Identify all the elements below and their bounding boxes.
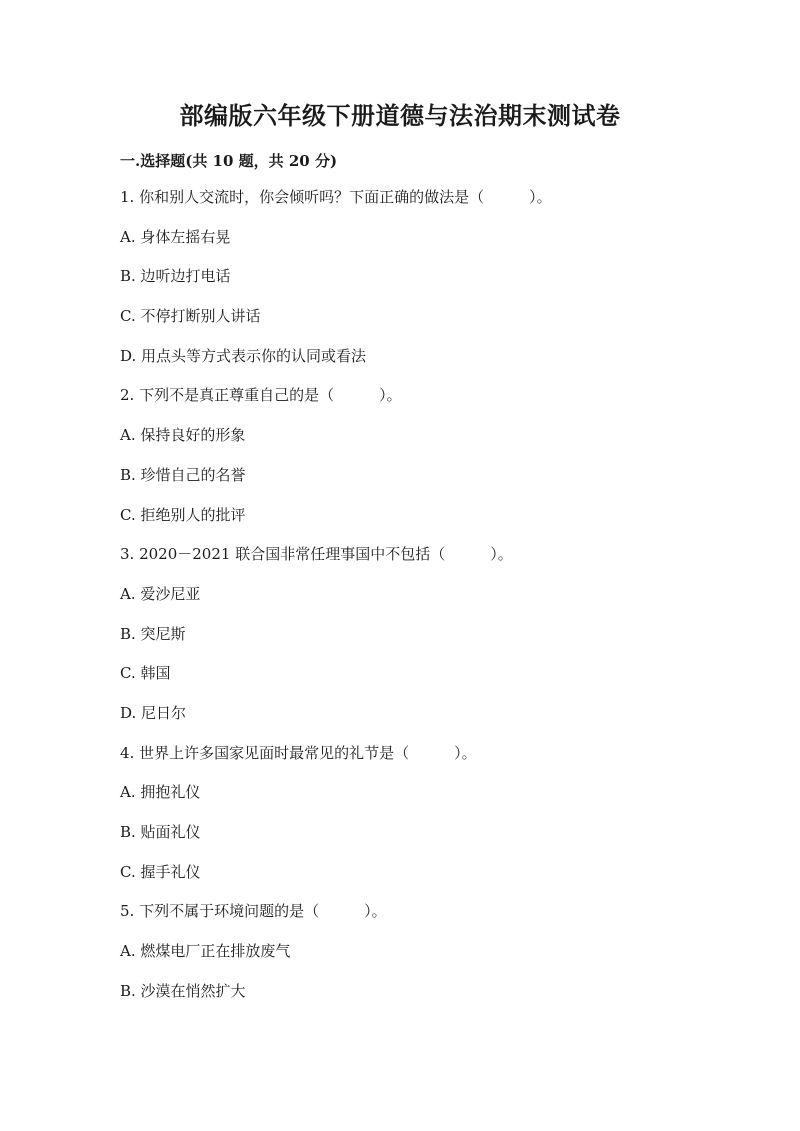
question-2-option-a: A. 保持良好的形象 [120,426,246,445]
question-list [120,187,700,1020]
section-heading: 一.选择题(共 10 题，共 20 分) [120,152,338,170]
question-1-option-c: C. 不停打断别人讲话 [120,307,261,326]
question-5-text: 5. 下列不属于环境问题的是（ ）。 [120,902,387,921]
question-2-option-c: C. 拒绝别人的批评 [120,505,246,524]
question-4-option-b: B. 贴面礼仪 [120,823,201,841]
question-2-text: 2. 下列不是真正尊重自己的是（ ）。 [120,386,402,405]
question-3-option-a: A. 爱沙尼亚 [120,584,201,603]
question-3-text: 3. 2020－2021 联合国非常任理事国中不包括（ ）。 [120,545,513,564]
question-4-option-c: C. 握手礼仪 [120,862,201,881]
question-2-option-b: B. 珍惜自己的名誉 [120,465,246,484]
exam-title: 部编版六年级下册道德与法治期末测试卷 [179,101,621,130]
question-3-option-d: D. 尼日尔 [120,703,187,722]
question-3-option-b: B. 突尼斯 [120,624,186,643]
question-1-option-a: A. 身体左摇右晃 [120,227,231,246]
question-4-text: 4. 世界上许多国家见面时最常见的礼节是（ ）。 [120,743,477,762]
question-3-option-c: C. 韩国 [120,664,171,683]
question-5-option-a: A. 燃煤电厂正在排放废气 [120,942,291,961]
question-1-option-d: D. 用点头等方式表示你的认同或看法 [120,346,367,365]
question-4-option-a: A. 拥抱礼仪 [120,783,201,802]
question-1-option-b: B. 边听边打电话 [120,267,231,286]
question-5-option-b: B. 沙漠在悄然扩大 [120,981,246,1000]
question-1-text: 1. 你和别人交流时，你会倾听吗？下面正确的做法是（ ）。 [120,188,552,206]
